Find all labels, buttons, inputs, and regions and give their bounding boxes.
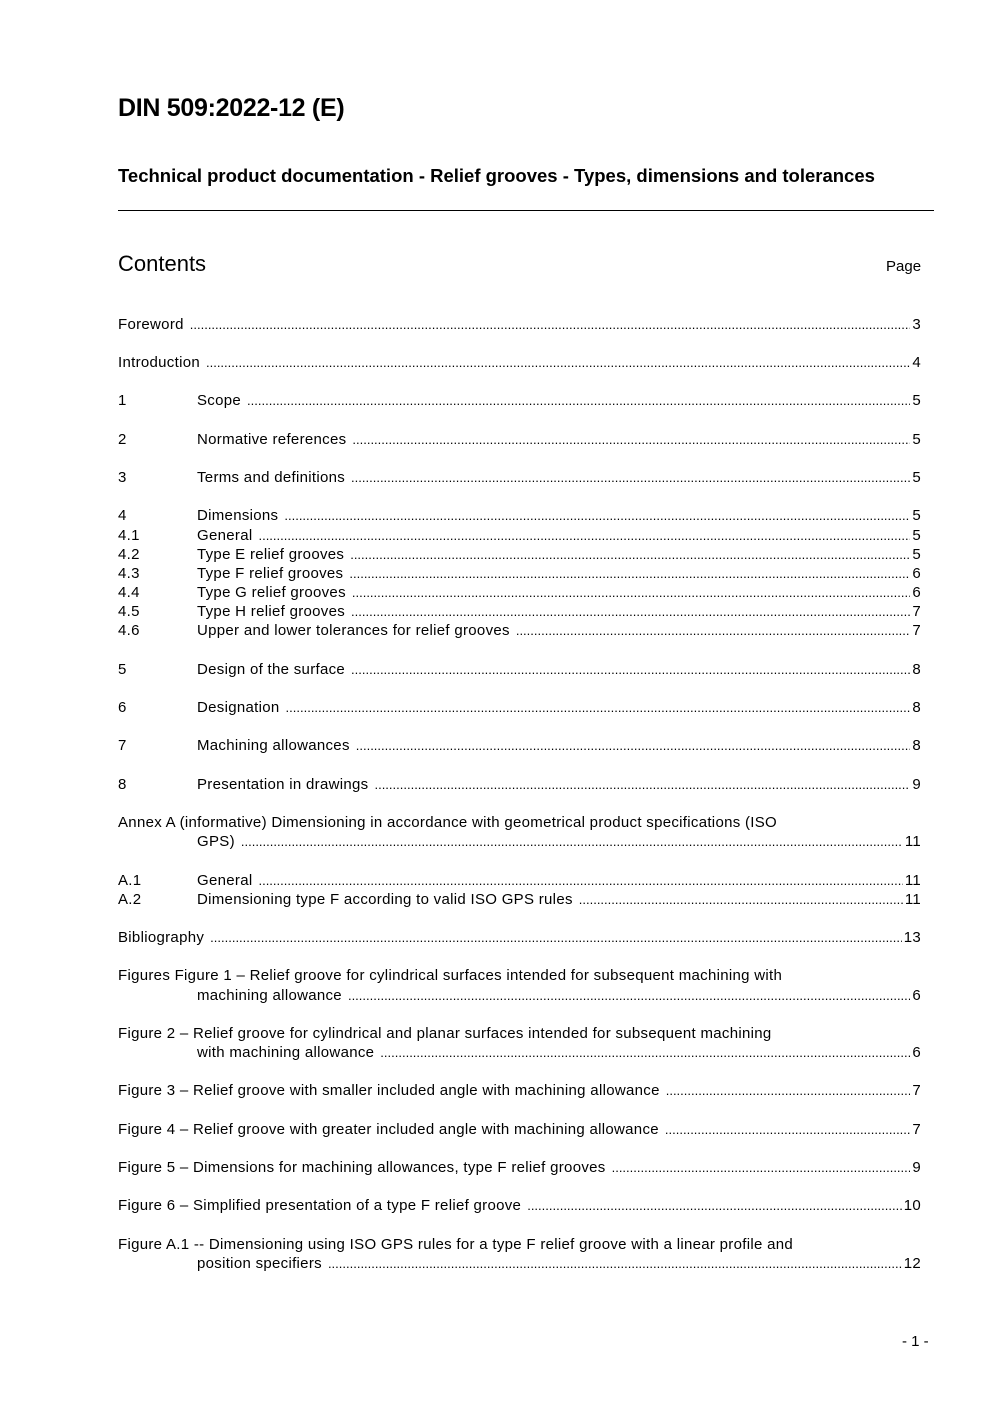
toc-page: 7 <box>912 1121 921 1138</box>
dot-leader <box>374 775 910 795</box>
toc-title: Figure 3 – Relief groove with smaller included angle with machining allowance <box>118 1082 660 1099</box>
document-title: Technical product documentation - Relief grooves - Types, dimensions and tolerances <box>118 165 875 186</box>
toc-title: Type E relief grooves <box>197 546 345 563</box>
page-number: - 1 - <box>902 1333 929 1350</box>
toc-number: 4.2 <box>118 546 140 563</box>
toc-title: Figure 4 – Relief groove with greater included angle with machining allowance <box>118 1121 659 1138</box>
dot-leader <box>527 1196 902 1216</box>
toc-title: General <box>197 527 253 544</box>
toc-page: 6 <box>912 565 921 582</box>
toc-page: 9 <box>912 776 921 793</box>
toc-entry-figure-4[interactable] <box>118 1120 921 1140</box>
toc-page: 7 <box>912 622 921 639</box>
dot-leader <box>352 583 910 603</box>
toc-entry-4-3-type-f[interactable] <box>118 564 921 584</box>
toc-number: A.2 <box>118 891 142 908</box>
toc-title: Figure 5 – Dimensions for machining allowances, type F relief grooves <box>118 1159 606 1176</box>
dot-leader <box>666 1081 911 1101</box>
toc-title: Figure 6 – Simplified presentation of a type F relief groove <box>118 1197 522 1214</box>
toc-number: 4.4 <box>118 584 140 601</box>
toc-page: 10 <box>903 1197 921 1214</box>
toc-title: Terms and definitions <box>197 469 346 486</box>
toc-title: Type G relief grooves <box>197 584 346 601</box>
dot-leader <box>241 832 903 852</box>
toc-page: 3 <box>912 316 921 333</box>
dot-leader <box>258 871 902 891</box>
toc-entry-figure-a-1[interactable] <box>118 1254 921 1274</box>
dot-leader <box>258 526 910 546</box>
toc-number: 3 <box>118 469 127 486</box>
toc-page: 6 <box>912 584 921 601</box>
dot-leader <box>612 1158 911 1178</box>
toc-title: General <box>197 872 253 889</box>
dot-leader <box>351 468 910 488</box>
toc-entry-annex-a[interactable] <box>118 832 921 852</box>
toc-title: Type H relief grooves <box>197 603 346 620</box>
toc-page: 9 <box>912 1159 921 1176</box>
toc-entry-figure-2-line1[interactable]: Figure 2 – Relief groove for cylindrical and planar surfaces intended for subsequent machining <box>118 1025 772 1042</box>
toc-page: 6 <box>912 1044 921 1061</box>
document-id: DIN 509:2022-12 (E) <box>118 94 345 122</box>
toc-title: Scope <box>197 392 242 409</box>
toc-title: machining allowance <box>197 987 342 1004</box>
dot-leader <box>348 986 910 1006</box>
toc-page: 7 <box>912 1082 921 1099</box>
toc-entry-a-2-dimensioning-type-f[interactable] <box>118 890 921 910</box>
toc-number: 4 <box>118 507 127 524</box>
toc-title: position specifiers <box>197 1255 322 1272</box>
toc-entry-dimensions[interactable] <box>118 506 921 526</box>
toc-title: Machining allowances <box>197 737 350 754</box>
toc-title: Upper and lower tolerances for relief grooves <box>197 622 510 639</box>
dot-leader <box>328 1254 902 1274</box>
dot-leader <box>665 1120 910 1140</box>
title-rule <box>118 210 934 211</box>
toc-entry-normative-references[interactable] <box>118 430 921 450</box>
toc-entry-designation[interactable] <box>118 698 921 718</box>
toc-entry-figure-6[interactable] <box>118 1196 921 1216</box>
toc-title: Normative references <box>197 431 347 448</box>
toc-title: Dimensions <box>197 507 279 524</box>
toc-number: 1 <box>118 392 127 409</box>
toc-entry-scope[interactable] <box>118 391 921 411</box>
toc-entry-4-6-tolerances[interactable] <box>118 621 921 641</box>
toc-entry-4-4-type-g[interactable] <box>118 583 921 603</box>
toc-entry-bibliography[interactable] <box>118 928 921 948</box>
toc-page: 5 <box>912 507 921 524</box>
toc-entry-figure-2[interactable] <box>118 1043 921 1063</box>
toc-entry-foreword[interactable] <box>118 315 921 335</box>
dot-leader <box>350 545 910 565</box>
toc-title: GPS) <box>197 833 235 850</box>
toc-page: 8 <box>912 661 921 678</box>
dot-leader <box>284 506 910 526</box>
toc-entry-annex-a-line1[interactable]: Annex A (informative) Dimensioning in accordance with geometrical product specifications (ISO <box>118 814 778 831</box>
toc-page: 5 <box>912 392 921 409</box>
toc-entry-presentation-in-drawings[interactable] <box>118 775 921 795</box>
toc-number: 4.5 <box>118 603 140 620</box>
toc-number: 4.1 <box>118 527 140 544</box>
dot-leader <box>351 660 910 680</box>
toc-title: Designation <box>197 699 280 716</box>
toc-entry-terms-and-definitions[interactable] <box>118 468 921 488</box>
toc-entry-4-5-type-h[interactable] <box>118 602 921 622</box>
toc-number: 6 <box>118 699 127 716</box>
dot-leader <box>190 315 911 335</box>
dot-leader <box>351 602 910 622</box>
toc-entry-figure-a-1-line1[interactable]: Figure A.1 -- Dimensioning using ISO GPS rules for a type F relief groove with a linear profile and <box>118 1236 793 1253</box>
dot-leader <box>579 890 903 910</box>
toc-title: Presentation in drawings <box>197 776 369 793</box>
dot-leader <box>380 1043 910 1063</box>
toc-entry-design-of-surface[interactable] <box>118 660 921 680</box>
toc-entry-figure-3[interactable] <box>118 1081 921 1101</box>
toc-number: A.1 <box>118 872 142 889</box>
dot-leader <box>356 736 911 756</box>
toc-entry-figure-1[interactable] <box>118 986 921 1006</box>
toc-page: 5 <box>912 527 921 544</box>
dot-leader <box>206 353 910 373</box>
toc-page: 5 <box>912 469 921 486</box>
toc-title: Dimensioning type F according to valid ISO GPS rules <box>197 891 573 908</box>
page-column-label: Page <box>886 258 922 275</box>
toc-page: 6 <box>912 987 921 1004</box>
toc-title: Bibliography <box>118 929 205 946</box>
toc-title: with machining allowance <box>197 1044 375 1061</box>
contents-heading: Contents <box>118 251 207 276</box>
dot-leader <box>349 564 910 584</box>
toc-page: 8 <box>912 699 921 716</box>
toc-page: 5 <box>912 431 921 448</box>
toc-page: 12 <box>903 1255 921 1272</box>
toc-entry-figure-1-line1[interactable]: Figures Figure 1 – Relief groove for cylindrical surfaces intended for subsequent machining with <box>118 967 783 984</box>
toc-page: 7 <box>912 603 921 620</box>
toc-page: 5 <box>912 546 921 563</box>
toc-number: 5 <box>118 661 127 678</box>
toc-number: 4.6 <box>118 622 140 639</box>
dot-leader <box>247 391 910 411</box>
dot-leader <box>286 698 911 718</box>
toc-entry-4-1-general[interactable] <box>118 526 921 546</box>
toc-page: 4 <box>912 354 921 371</box>
toc-entry-machining-allowances[interactable] <box>118 736 921 756</box>
toc-number: 8 <box>118 776 127 793</box>
dot-leader <box>516 621 911 641</box>
toc-page: 8 <box>912 737 921 754</box>
toc-page: 11 <box>904 891 921 908</box>
toc-title: Introduction <box>118 354 200 371</box>
toc-title: Design of the surface <box>197 661 346 678</box>
toc-entry-figure-5[interactable] <box>118 1158 921 1178</box>
toc-entry-4-2-type-e[interactable] <box>118 545 921 565</box>
toc-number: 7 <box>118 737 127 754</box>
dot-leader <box>210 928 902 948</box>
toc-number: 2 <box>118 431 127 448</box>
toc-number: 4.3 <box>118 565 140 582</box>
toc-title: Foreword <box>118 316 184 333</box>
toc-page: 13 <box>903 929 921 946</box>
toc-page: 11 <box>904 833 921 850</box>
toc-title: Type F relief grooves <box>197 565 344 582</box>
toc-entry-introduction[interactable] <box>118 353 921 373</box>
toc-page: 11 <box>904 872 921 889</box>
dot-leader <box>352 430 910 450</box>
toc-entry-a-1-general[interactable] <box>118 871 921 891</box>
